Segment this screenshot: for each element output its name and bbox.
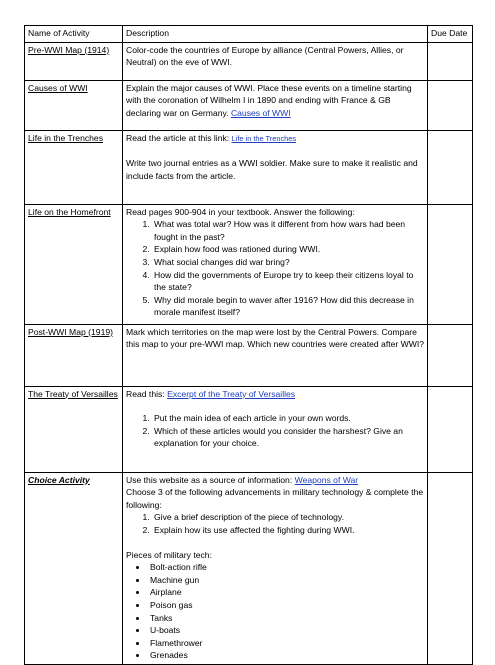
list-item: 1. What was total war? How was it different from how wars had been fought in the past? <box>152 218 424 243</box>
due-date-cell[interactable] <box>428 80 473 130</box>
list-item: 1. Give a brief description of the piece of technology. <box>152 511 424 524</box>
header-due-date: Due Date <box>428 26 473 43</box>
due-date-cell[interactable] <box>428 42 473 80</box>
table-row <box>25 386 473 472</box>
due-date-cell[interactable] <box>428 204 473 324</box>
due-date-cell[interactable] <box>428 324 473 386</box>
header-description: Description <box>123 26 428 43</box>
table-row <box>25 80 473 130</box>
bullet-item: • U-boats <box>148 624 424 637</box>
tech-bullet-list <box>126 561 424 662</box>
bullet-item: • Machine gun <box>148 574 424 587</box>
activity-table <box>24 25 473 665</box>
table-row <box>25 472 473 664</box>
activity-name: Post-WWI Map (1919) <box>28 326 114 337</box>
bullet-item: • Airplane <box>148 586 424 599</box>
task-list <box>126 511 424 536</box>
list-item: 3. What social changes did war bring? <box>152 256 424 269</box>
activity-description: Explain the major causes of WWI. Place these events on a timeline starting with the coronation of Wilhelm I in 1890 and ending with France & GB declaring war on Germany. <box>126 82 412 118</box>
list-item: 2. Explain how food was rationed during WWI. <box>152 243 424 256</box>
treaty-excerpt-link[interactable]: Excerpt of the Treaty of Versailles <box>167 388 296 399</box>
activity-description: Read this: <box>126 388 165 399</box>
weapons-of-war-link[interactable]: Weapons of War <box>294 474 359 485</box>
activity-name: Life on the Homefront <box>28 206 111 217</box>
table-header-row <box>25 26 473 43</box>
list-item: 4. How did the governments of Europe try to keep their citizens loyal to the state? <box>152 269 424 294</box>
activity-description: Mark which territories on the map were lost by the Central Powers. Compare this map to your pre-WWI map. Which new countries were created after WWI? <box>126 326 425 350</box>
activity-instructions: Choose 3 of the following advancements in military technology & complete the following: <box>126 487 424 510</box>
question-list <box>126 412 424 450</box>
due-date-cell[interactable] <box>428 130 473 204</box>
question-list <box>126 218 424 319</box>
list-item: 5. Why did morale begin to waver after 1916? How did this decrease in morale manifest itself? <box>152 294 424 319</box>
bullet-item: • Poison gas <box>148 599 424 612</box>
activity-description: Read the article at this link: <box>126 132 230 143</box>
causes-of-wwi-link[interactable]: Causes of WWI <box>230 107 291 118</box>
table-row <box>25 42 473 80</box>
activity-description: Read pages 900-904 in your textbook. Answer the following: <box>126 206 355 217</box>
list-item: 2. Explain how its use affected the fighting during WWI. <box>152 524 424 537</box>
activity-name: Choice Activity <box>28 474 90 485</box>
due-date-cell[interactable] <box>428 472 473 664</box>
activity-name: Life in the Trenches <box>28 132 104 143</box>
sub-heading: Pieces of military tech: <box>126 549 212 560</box>
bullet-item: • Grenades <box>148 649 424 662</box>
list-item: 1. Put the main idea of each article in your own words. <box>152 412 424 425</box>
activity-description: Use this website as a source of information: <box>126 474 293 485</box>
life-in-the-trenches-link[interactable]: Life in the Trenches <box>231 133 297 143</box>
table-row <box>25 130 473 204</box>
list-item: 2. Which of these articles would you consider the harshest? Give an explanation for your choice. <box>152 425 424 450</box>
bullet-item: • Flamethrower <box>148 637 424 650</box>
bullet-item: • Bolt-action rifle <box>148 561 424 574</box>
due-date-cell[interactable] <box>428 386 473 472</box>
header-name: Name of Activity <box>25 26 123 43</box>
table-row <box>25 204 473 324</box>
table-row <box>25 324 473 386</box>
activity-name: The Treaty of Versailles <box>28 388 118 399</box>
activity-description: Color-code the countries of Europe by alliance (Central Powers, Allies, or Neutral) on the eve of WWI. <box>126 44 404 68</box>
bullet-item: • Tanks <box>148 612 424 625</box>
activity-name: Causes of WWI <box>28 82 88 93</box>
activity-instructions: Write two journal entries as a WWI soldier. Make sure to make it realistic and include facts from the article. <box>126 158 418 181</box>
activity-name: Pre-WWI Map (1914) <box>28 44 110 55</box>
